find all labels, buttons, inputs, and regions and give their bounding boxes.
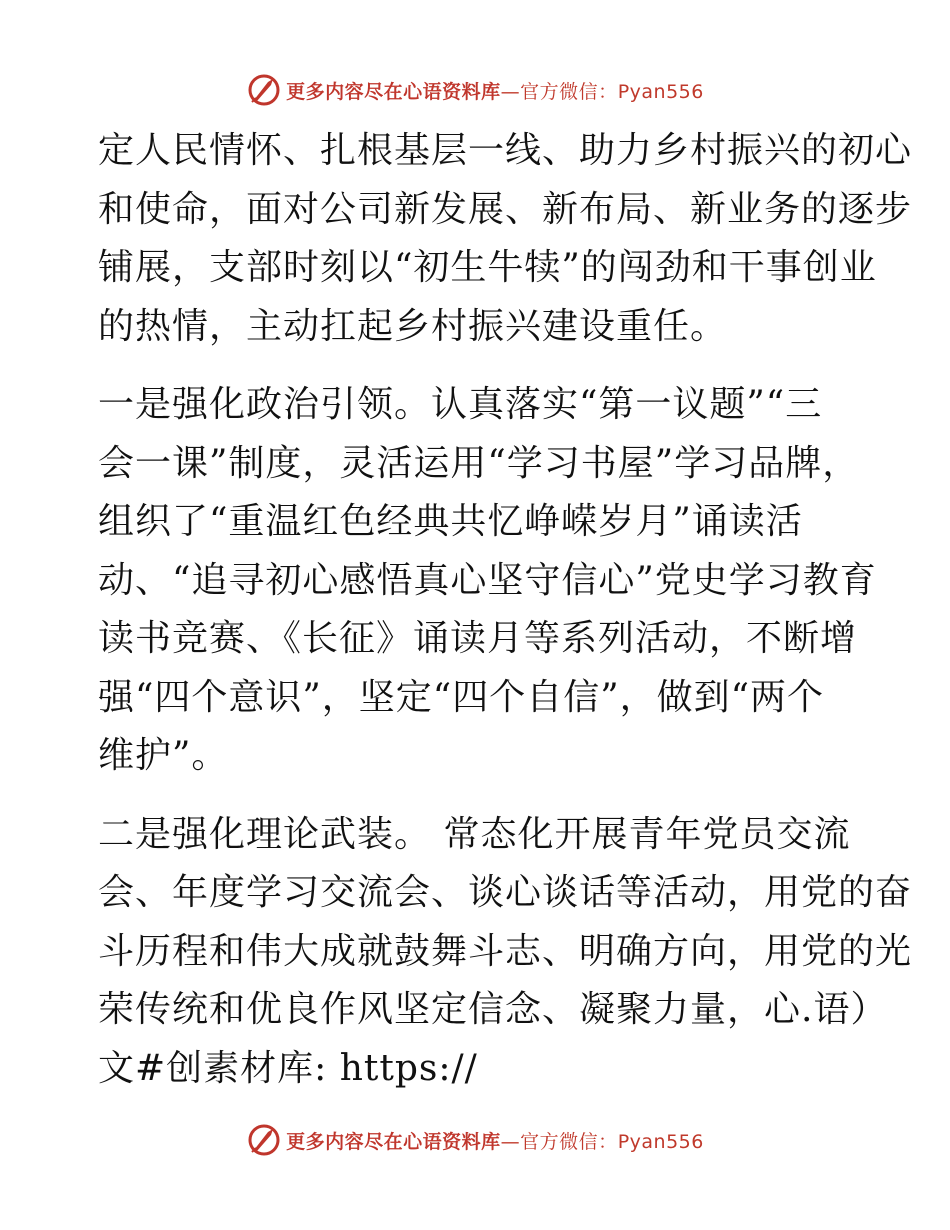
text-line: 组织了“重温红色经典共忆峥嵘岁月”诵读活 [98, 501, 803, 542]
text-line: 一是强化政治引领。认真落实“第一议题”“三 [98, 384, 823, 425]
text-line: 定人民情怀、扎根基层一线、助力乡村振兴的初心 [98, 130, 913, 171]
document-body [98, 122, 913, 1098]
text-line: 动、“追寻初心感悟真心坚守信心”党史学习教育 [98, 559, 877, 601]
text-line: 的热情，主动扛起乡村振兴建设重任。 [98, 305, 728, 347]
text-line: 维护”。 [98, 735, 229, 776]
footer-banner [0, 1120, 950, 1160]
quill-logo-icon [246, 1122, 282, 1158]
text-line: 铺展，支部时刻以“初生牛犊”的闯劲和干事创业 [98, 247, 877, 288]
paragraph [98, 122, 913, 356]
text-line: 强“四个意识”，坚定“四个自信”，做到“两个 [98, 676, 825, 718]
text-line: 会一课”制度，灵活运用“学习书屋”学习品牌， [98, 442, 860, 484]
header-banner [0, 70, 950, 110]
text-line: 和使命，面对公司新发展、新布局、新业务的逐步 [98, 188, 913, 230]
text-line: 二是强化理论武装。 常态化开展青年党员交流 [98, 813, 851, 855]
text-line: 读书竞赛、《长征》诵读月等系列活动，不断增 [98, 618, 858, 659]
footer-text: 更多内容尽在心语资料库—官方微信：Pyan556 [286, 1130, 704, 1153]
text-line: 荣传统和优良作风坚定信念、凝聚力量，心.语） [98, 989, 888, 1030]
header-text: 更多内容尽在心语资料库—官方微信：Pyan556 [286, 80, 704, 103]
text-line: 斗历程和伟大成就鼓舞斗志、明确方向，用党的光 [98, 930, 913, 972]
paragraph [98, 806, 913, 1099]
text-line: 文#创素材库: https:// [98, 1047, 478, 1089]
quill-logo-icon [246, 72, 282, 108]
paragraph [98, 376, 877, 786]
text-line: 会、年度学习交流会、谈心谈话等活动，用党的奋 [98, 872, 913, 913]
